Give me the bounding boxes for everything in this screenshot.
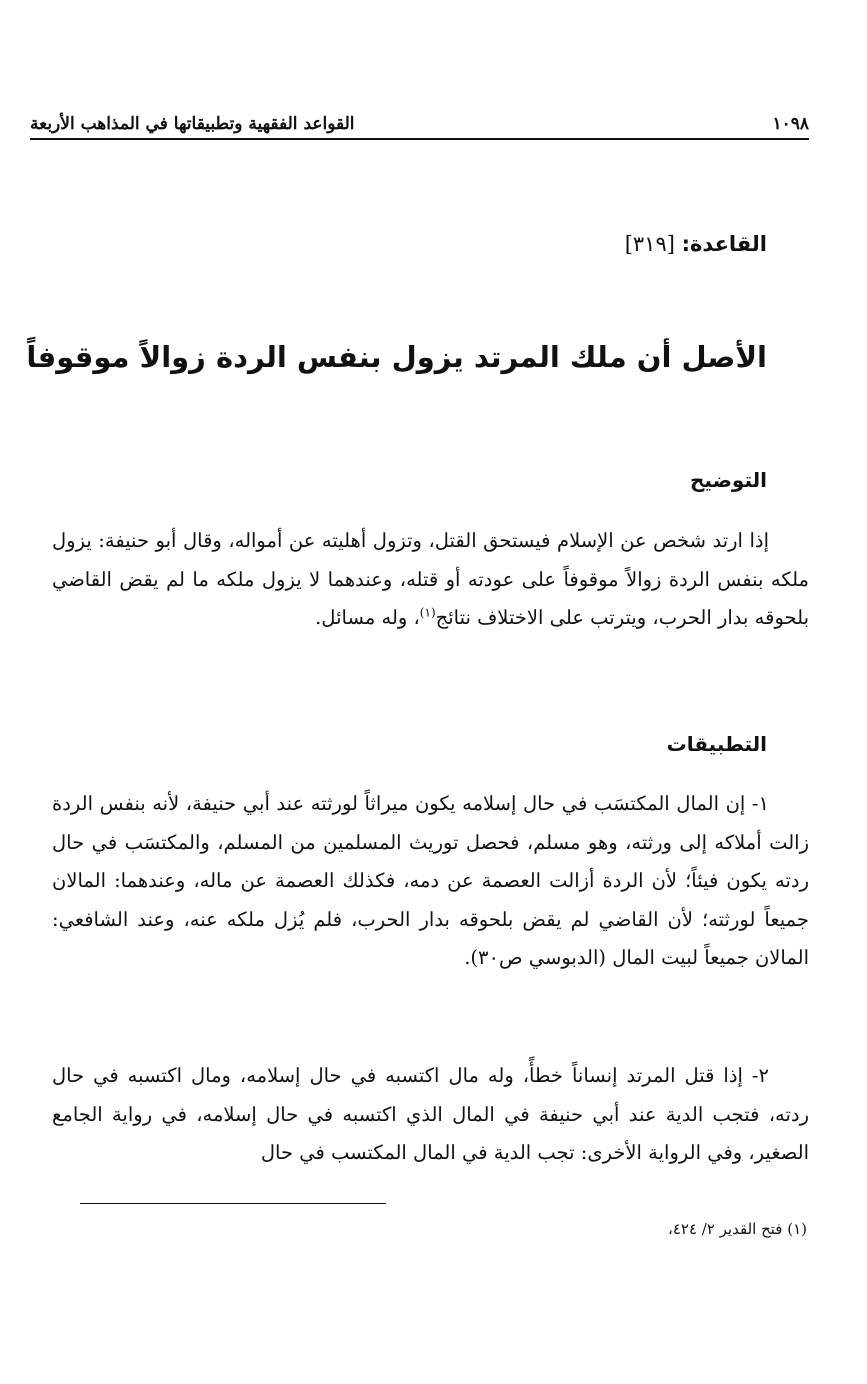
rule-number: [٣١٩] bbox=[624, 232, 675, 256]
explanation-heading: التوضيح bbox=[690, 468, 767, 492]
footnote-reference: (١) bbox=[419, 605, 436, 620]
application-item bbox=[52, 1057, 809, 1173]
book-title: القواعد الفقهية وتطبيقاتها في المذاهب الأربعة bbox=[30, 114, 355, 134]
application-text: ٢- إذا قتل المرتد إنساناً خطأً، وله مال اكتسبه في حال إسلامه، ومال اكتسبه في حال ردته، فتجب الدية عند أبي حنيفة في المال الذي اكتسبه في حال إسلامه، في رواية الجامع الصغير، وفي الرواية الأخرى: تجب الدية في المال المكتسب في حال bbox=[52, 1064, 809, 1164]
footnote: (١) فتح القدير ٢/ ٤٢٤، bbox=[667, 1220, 807, 1238]
explanation-paragraph bbox=[52, 522, 809, 638]
applications-heading: التطبيقات bbox=[666, 732, 767, 756]
explanation-text-end: ، وله مسائل. bbox=[315, 606, 420, 629]
explanation-text: إذا ارتد شخص عن الإسلام فيستحق القتل، وتزول أهليته عن أمواله، وقال أبو حنيفة: يزول ملكه بنفس الردة زوالاً موقوفاً على عودته أو قتله، وعندهما لا يزول ملكه ما لم يقض القاضي بلحوقه بدار الحرب، ويترتب على الاختلاف نتائج bbox=[52, 529, 809, 629]
page-number: ١٠٩٨ bbox=[772, 114, 809, 134]
header-divider bbox=[30, 138, 809, 140]
rule-keyword: القاعدة: bbox=[681, 232, 767, 256]
application-text: ١- إن المال المكتسَب في حال إسلامه يكون ميراثاً لورثته عند أبي حنيفة، لأنه بنفس الردة زالت أملاكه إلى ورثته، وهو مسلم، فحصل توريث المسلمين من المسلم، والمكتسَب في حال ردته يكون فيئاً؛ لأن الردة أزالت العصمة عن دمه، فكذلك العصمة عن ماله، وعندهما: المالان جميعاً لورثته؛ لأن القاضي لم يقض بلحوقه بدار الحرب، فلم يُزل ملكه عنه، وعند الشافعي: المالان جميعاً لبيت المال (الدبوسي ص٣٠). bbox=[52, 792, 809, 969]
running-header bbox=[30, 100, 809, 134]
application-item bbox=[52, 785, 809, 978]
footnote-divider bbox=[80, 1203, 386, 1204]
rule-title: الأصل أن ملك المرتد يزول بنفس الردة زوالاً موقوفاً bbox=[26, 340, 767, 374]
rule-label bbox=[625, 232, 767, 256]
